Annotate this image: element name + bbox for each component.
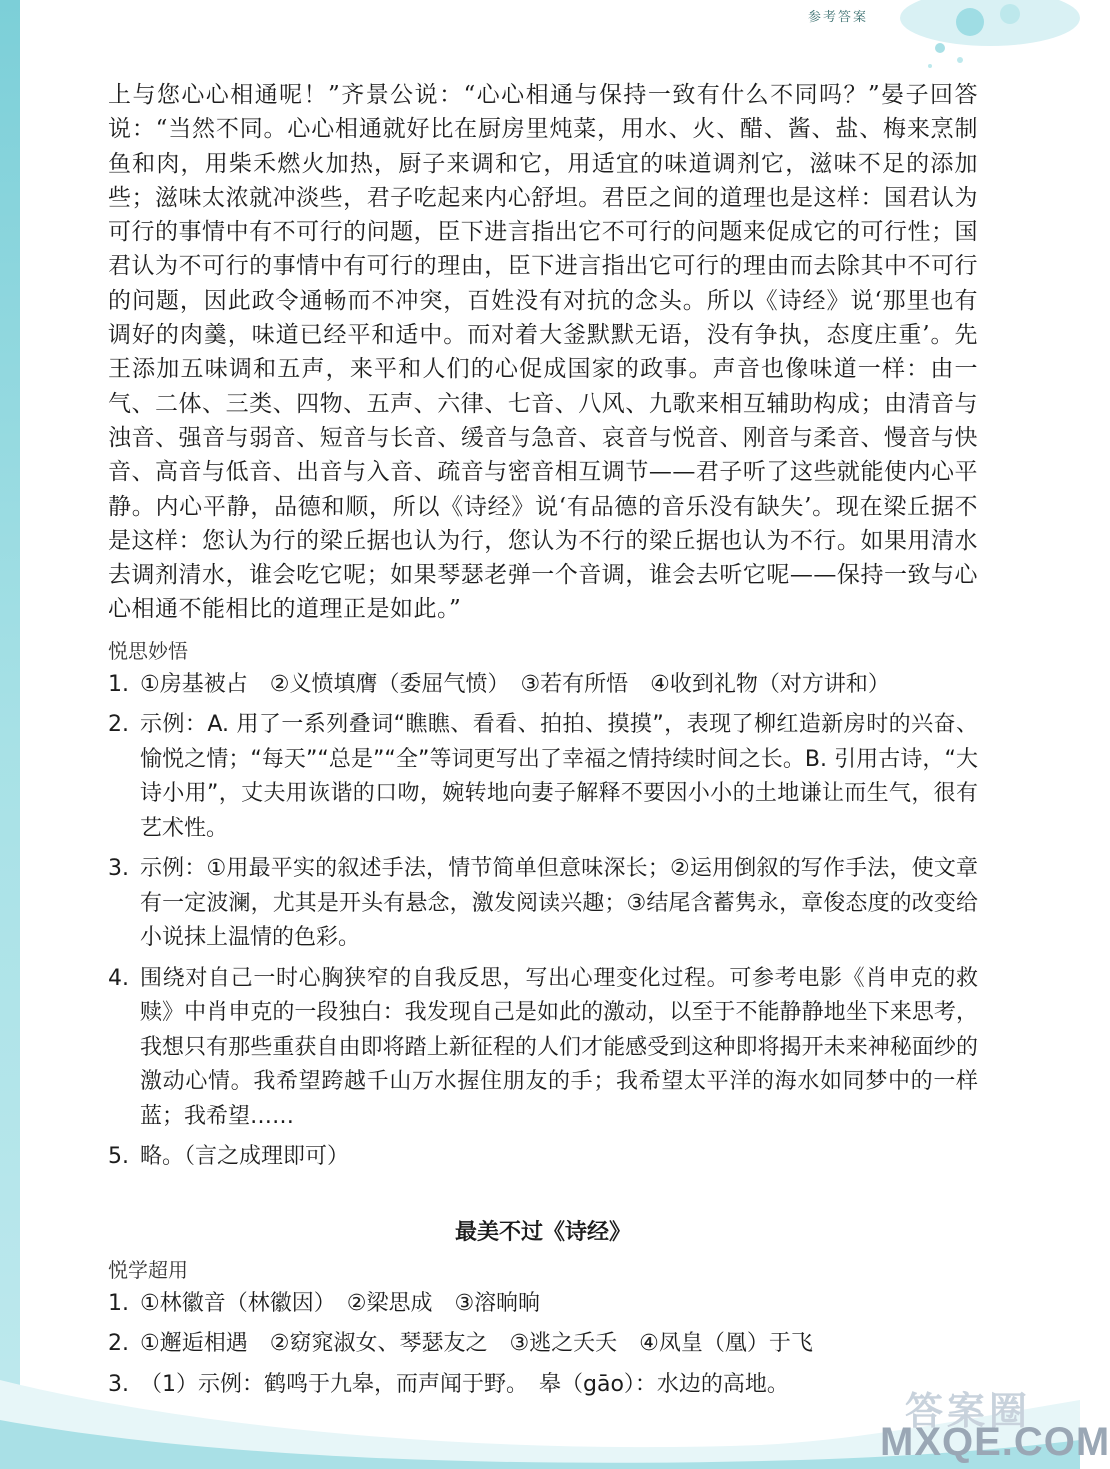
list-item: 1. ①林徽音（林徽因） ②梁思成 ③溶晌晌 <box>108 1290 541 1316</box>
section-label-yuexue: 悦学超用 <box>108 1257 188 1282</box>
intro-paragraph: 上与您心心相通呢！”齐景公说：“心心相通与保持一致有什么不同吗？”晏子回答说：“当然不同。心心相通就好比在厨房里炖菜，用水、火、醋、酱、盐、梅来烹制鱼和肉，用柴禾燃火加热，厨子来调和它，用适宜的味道调剂它，滋味不足的添加些；滋味太浓就冲淡些，君子吃起来内心舒坦。君臣之间的道理也是这样：国君认为可行的事情中有不可行的问题，臣下进言指出它不可行的问题来促成它的可行性；国君认为不可行的事情中有可行的理由，臣下进言指出它可行的理由而去除其中不可行的问题，因此政令通畅而不冲突，百姓没有对抗的念头。所以《诗经》说‘那里也有调好的肉羹，味道已经平和适中。而对着大釜默默无语，没有争执，态度庄重’。先王添加五味调和五声，来平和人们的心促成国家的政事。声音也像味道一样：由一气、二体、三类、四物、五声、六律、七音、八风、九歌来相互辅助构成；由清音与浊音、强音与弱音、短音与长音、缓音与急音、哀音与悦音、刚音与柔音、慢音与快音、高音与低音、出音与入音、疏音与密音相互调节——君子听了这些就能使内心平静。内心平静，品德和顺，所以《诗经》说‘有品德的音乐没有缺失’。现在梁丘据不是这样：您认为行的梁丘据也认为行，您认为不行的梁丘据也认为不行。如果用清水去调剂清水，谁会吃它呢；如果琴瑟老弹一个音调，谁会去听它呢——保持一致与心心相通不能相比的道理正是如此。” <box>108 82 978 623</box>
section1-list <box>108 668 978 1175</box>
list-item: 2. ①邂逅相遇 ②窈窕淑女、琴瑟友之 ③逃之夭夭 ④凤皇（凰）于飞 <box>108 1331 813 1357</box>
section-label-yuesi: 悦思妙悟 <box>108 638 188 663</box>
list-item: 3. 示例：①用最平实的叙述手法，情节简单但意味深长；②运用倒叙的写作手法，使文章有一定波澜，尤其是开头有悬念，激发阅读兴趣；③结尾含蓄隽永，章俊态度的改变给小说抹上温情的色彩。 <box>108 856 978 951</box>
header-label: 参考答案 <box>808 10 869 25</box>
left-decor-bar <box>0 0 20 1469</box>
list-item: 3. （1）示例：鹤鸣于九皋，而声闻于野。 皋（gāo）：水边的高地。 <box>108 1371 789 1397</box>
watermark-url: MXQE.COM <box>880 1420 1110 1464</box>
list-item: 4. 围绕对自己一时心胸狭窄的自我反思，写出心理变化过程。可参考电影《肖申克的救赎》中肖申克的一段独白：我发现自己是如此的激动，以至于不能静静地坐下来思考，我想只有那些重获自由即将踏上新征程的人们才能感受到这种即将揭开未来神秘面纱的激动心情。我希望跨越千山万水握住朋友的手；我希望太平洋的海水如同梦中的一样蓝；我希望…… <box>108 965 978 1129</box>
answer-content <box>108 78 978 1402</box>
list-item: 5. 略。（言之成理即可） <box>108 1144 350 1170</box>
section-title: 最美不过《诗经》 <box>454 1219 631 1245</box>
list-item: 1. ①房基被占 ②义愤填膺（委屈气愤） ③若有所悟 ④收到礼物（对方讲和） <box>108 671 890 697</box>
list-item: 2. 示例：A. 用了一系列叠词“瞧瞧、看看、拍拍、摸摸”，表现了柳红造新房时的兴奋、愉悦之情；“每天”“总是”“全”等词更写出了幸福之情持续时间之长。B. 引用古诗，“大诗小用”，丈夫用诙谐的口吻，婉转地向妻子解释不要因小小的土地谦让而生气，很有艺术性。 <box>108 712 978 841</box>
watermark-logo: 答案圈 <box>905 1389 1032 1433</box>
